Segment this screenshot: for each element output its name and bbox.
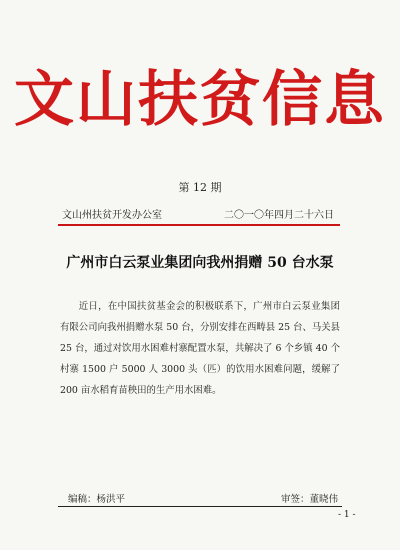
issue-number: 第 12 期 [178, 181, 222, 194]
article-body: 近日，在中国扶贫基金会的积极联系下，广州市白云泵业集团有限公司向我州捐赠水泵 50 台，分别安排在西畴县 25 台、马关县 25 台，通过对饮用水困难村寨配置水泵，共解决了 6 个乡镇 40 个村寨 1500 户 5000 人 3000 头（匹）的饮用水困难问题，缓解了 200 亩水稻育苗秧田的生产用水困难。 [60, 301, 340, 396]
reviewer-credit: 审签：董晓伟 [280, 494, 338, 505]
signoff-row [62, 491, 344, 505]
issuer-date-row [62, 206, 334, 221]
page-number: - 1 - [338, 510, 356, 520]
article-headline: 广州市白云泵业集团向我州捐赠 50 台水泵 [66, 255, 334, 271]
editor-credit: 编稿：杨洪平 [68, 494, 126, 505]
red-divider [58, 224, 340, 226]
issuer-name: 文山州扶贫开发办公室 [62, 210, 162, 221]
issue-date: 二〇一〇年四月二十六日 [224, 210, 334, 221]
footer-divider [58, 506, 342, 507]
masthead-title: 文山扶贫信息 [14, 65, 386, 135]
